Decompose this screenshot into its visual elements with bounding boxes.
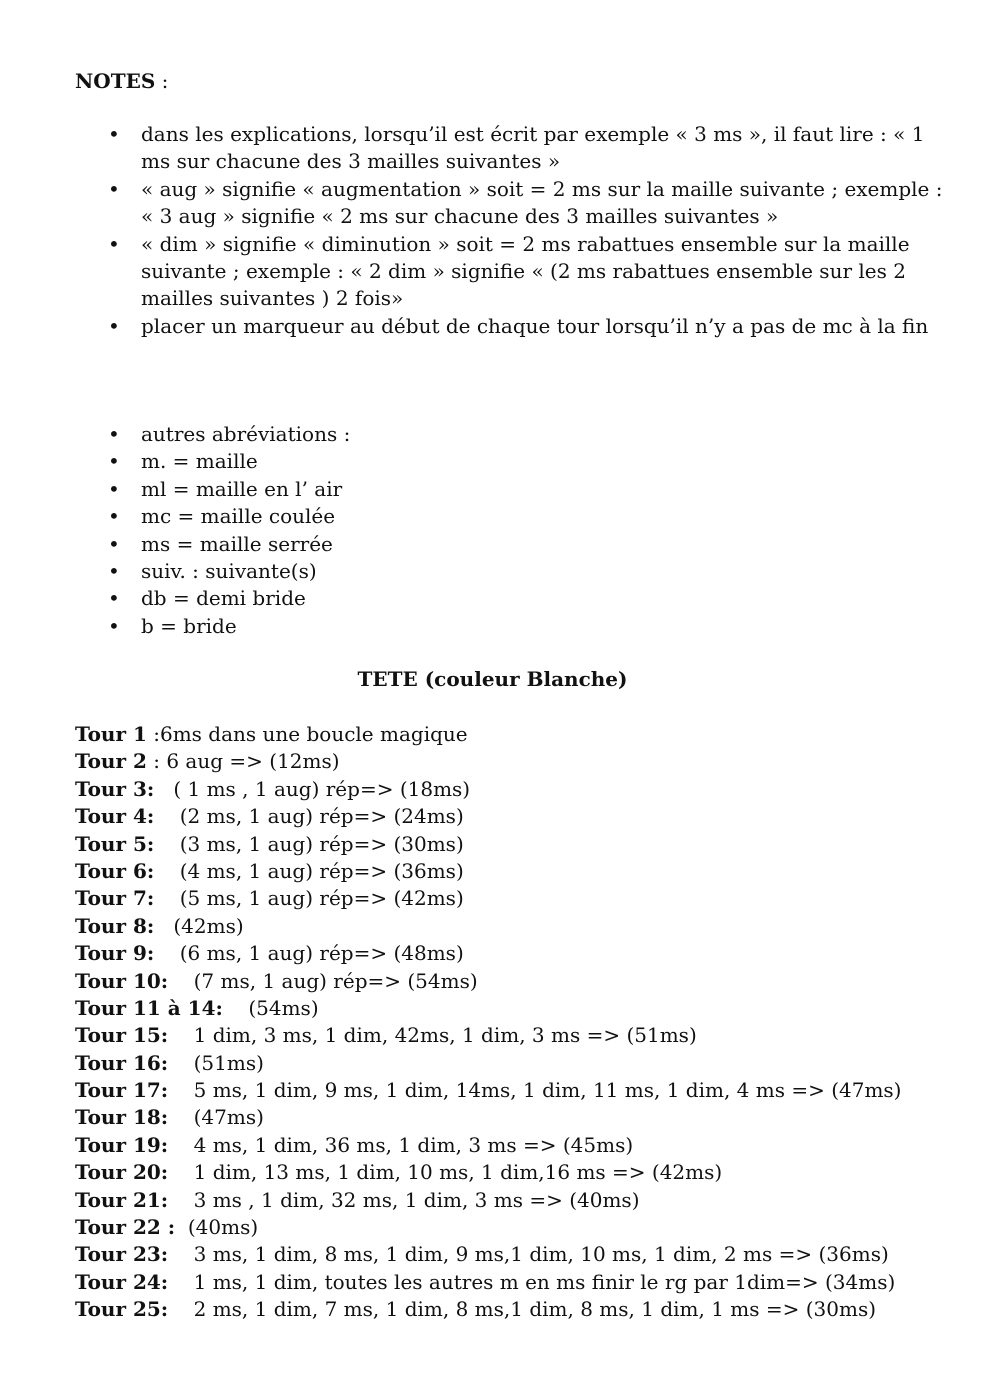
abbreviation-item: • mc = maille coulée bbox=[0, 503, 1000, 530]
tour-instruction: 1 dim, 3 ms, 1 dim, 42ms, 1 dim, 3 ms => (51ms) bbox=[168, 1023, 697, 1048]
tour-row bbox=[75, 831, 955, 858]
tour-instruction: (7 ms, 1 aug) rép=> (54ms) bbox=[168, 968, 478, 993]
tour-row bbox=[75, 1104, 955, 1131]
abbreviation-item: • autres abréviations : bbox=[0, 421, 1000, 448]
tour-row bbox=[75, 1214, 955, 1241]
notes-item-line: « 3 aug » signifie « 2 ms sur chacune des 3 mailles suivantes » bbox=[141, 204, 779, 229]
notes-item-line: • « aug » signifie « augmentation » soit = 2 ms sur la maille suivante ; exemple : bbox=[141, 176, 943, 201]
tour-row bbox=[75, 803, 955, 830]
tour-row bbox=[75, 995, 955, 1022]
tour-row bbox=[75, 885, 955, 912]
tour-label: Tour 7: bbox=[75, 886, 155, 911]
tour-instruction: 2 ms, 1 dim, 7 ms, 1 dim, 8 ms,1 dim, 8 ms, 1 dim, 1 ms => (30ms) bbox=[168, 1297, 877, 1322]
tour-instruction: (54ms) bbox=[222, 995, 319, 1020]
notes-list-item bbox=[0, 231, 1000, 313]
tour-row bbox=[75, 1241, 955, 1268]
abbreviation-item: • m. = maille bbox=[0, 448, 1000, 475]
notes-heading bbox=[75, 68, 168, 95]
tour-instruction: (40ms) bbox=[175, 1215, 259, 1240]
tour-label: Tour 15: bbox=[75, 1023, 169, 1048]
tour-row bbox=[75, 858, 955, 885]
tour-row bbox=[75, 1050, 955, 1077]
tour-label: Tour 11 à 14: bbox=[75, 995, 223, 1020]
notes-heading-suffix: : bbox=[155, 69, 169, 93]
tour-instruction: 1 ms, 1 dim, toutes les autres m en ms finir le rg par 1dim=> (34ms) bbox=[168, 1269, 896, 1294]
tour-label: Tour 3: bbox=[75, 776, 155, 801]
tour-row bbox=[75, 1159, 955, 1186]
tour-label: Tour 1 bbox=[75, 722, 147, 746]
tour-label: Tour 21: bbox=[75, 1187, 169, 1212]
tour-instruction: 4 ms, 1 dim, 36 ms, 1 dim, 3 ms => (45ms) bbox=[168, 1132, 634, 1157]
notes-item-line: • placer un marqueur au début de chaque tour lorsqu’il n’y a pas de mc à la fin bbox=[141, 313, 929, 338]
tour-row bbox=[75, 721, 955, 748]
tour-label: Tour 25: bbox=[75, 1297, 169, 1322]
tour-row bbox=[75, 1296, 955, 1323]
notes-item-line: suivante ; exemple : « 2 dim » signifie « (2 ms rabattues ensemble sur les 2 bbox=[141, 259, 906, 284]
tour-instruction: 3 ms , 1 dim, 32 ms, 1 dim, 3 ms => (40ms) bbox=[168, 1187, 640, 1212]
tour-instruction: (47ms) bbox=[168, 1105, 264, 1130]
tour-row bbox=[75, 913, 955, 940]
tour-row bbox=[75, 1022, 955, 1049]
tour-instruction: (51ms) bbox=[168, 1050, 264, 1075]
tour-label: Tour 19: bbox=[75, 1132, 169, 1157]
notes-item-line: • « dim » signifie « diminution » soit = 2 ms rabattues ensemble sur la maille bbox=[141, 231, 910, 256]
tour-instruction: (6 ms, 1 aug) rép=> (48ms) bbox=[154, 941, 464, 966]
tour-instruction: (4 ms, 1 aug) rép=> (36ms) bbox=[154, 858, 464, 883]
tour-label: Tour 22 : bbox=[75, 1215, 176, 1240]
tour-instruction: 3 ms, 1 dim, 8 ms, 1 dim, 9 ms,1 dim, 10 ms, 1 dim, 2 ms => (36ms) bbox=[168, 1242, 889, 1267]
notes-list-item bbox=[0, 121, 1000, 176]
tour-label: Tour 2 bbox=[75, 749, 147, 774]
tour-row bbox=[75, 940, 955, 967]
tour-label: Tour 6: bbox=[75, 858, 155, 883]
abbreviations-list bbox=[0, 421, 1000, 640]
notes-item-line: • dans les explications, lorsqu’il est écrit par exemple « 3 ms », il faut lire : « 1 bbox=[141, 122, 925, 146]
tour-label: Tour 23: bbox=[75, 1242, 169, 1267]
tour-label: Tour 18: bbox=[75, 1105, 169, 1130]
tour-instruction: 1 dim, 13 ms, 1 dim, 10 ms, 1 dim,16 ms => (42ms) bbox=[168, 1160, 723, 1185]
abbreviation-item: • ms = maille serrée bbox=[0, 531, 1000, 558]
tour-instruction: (2 ms, 1 aug) rép=> (24ms) bbox=[154, 804, 464, 829]
tour-instruction: (3 ms, 1 aug) rép=> (30ms) bbox=[154, 831, 464, 856]
tour-row bbox=[75, 1132, 955, 1159]
section-title: TETE (couleur Blanche) bbox=[357, 667, 628, 691]
abbreviation-item: • ml = maille en l’ air bbox=[0, 476, 1000, 503]
tour-row bbox=[75, 776, 955, 803]
notes-item-line: mailles suivantes ) 2 fois» bbox=[141, 286, 404, 311]
tour-instruction: (42ms) bbox=[154, 913, 244, 938]
tour-row bbox=[75, 968, 955, 995]
tour-instruction: (5 ms, 1 aug) rép=> (42ms) bbox=[154, 886, 464, 911]
tour-instruction: : 6 aug => (12ms) bbox=[146, 749, 340, 774]
tour-label: Tour 24: bbox=[75, 1269, 169, 1294]
tour-row bbox=[75, 748, 955, 775]
tour-instruction: 5 ms, 1 dim, 9 ms, 1 dim, 14ms, 1 dim, 11 ms, 1 dim, 4 ms => (47ms) bbox=[168, 1078, 902, 1103]
tour-label: Tour 10: bbox=[75, 968, 169, 993]
tour-instruction: ( 1 ms , 1 aug) rép=> (18ms) bbox=[154, 776, 471, 801]
notes-list bbox=[0, 121, 1000, 340]
tour-row bbox=[75, 1269, 955, 1296]
notes-list-item bbox=[0, 176, 1000, 231]
abbreviation-item: • suiv. : suivante(s) bbox=[0, 558, 1000, 585]
tour-label: Tour 8: bbox=[75, 913, 155, 938]
tour-label: Tour 17: bbox=[75, 1078, 169, 1103]
tour-label: Tour 9: bbox=[75, 941, 155, 966]
notes-list-item bbox=[0, 313, 1000, 340]
tour-instruction: :6ms dans une boucle magique bbox=[146, 722, 468, 746]
tour-label: Tour 4: bbox=[75, 804, 155, 829]
abbreviation-item: • db = demi bride bbox=[0, 585, 1000, 612]
tour-row bbox=[75, 1077, 955, 1104]
abbreviation-item: • b = bride bbox=[0, 613, 1000, 640]
tour-label: Tour 5: bbox=[75, 831, 155, 856]
tour-label: Tour 16: bbox=[75, 1050, 169, 1075]
notes-item-line: ms sur chacune des 3 mailles suivantes » bbox=[141, 149, 561, 174]
tour-label: Tour 20: bbox=[75, 1160, 169, 1185]
notes-heading-label: NOTES bbox=[75, 69, 156, 93]
tour-list bbox=[75, 721, 955, 1324]
tour-row bbox=[75, 1187, 955, 1214]
